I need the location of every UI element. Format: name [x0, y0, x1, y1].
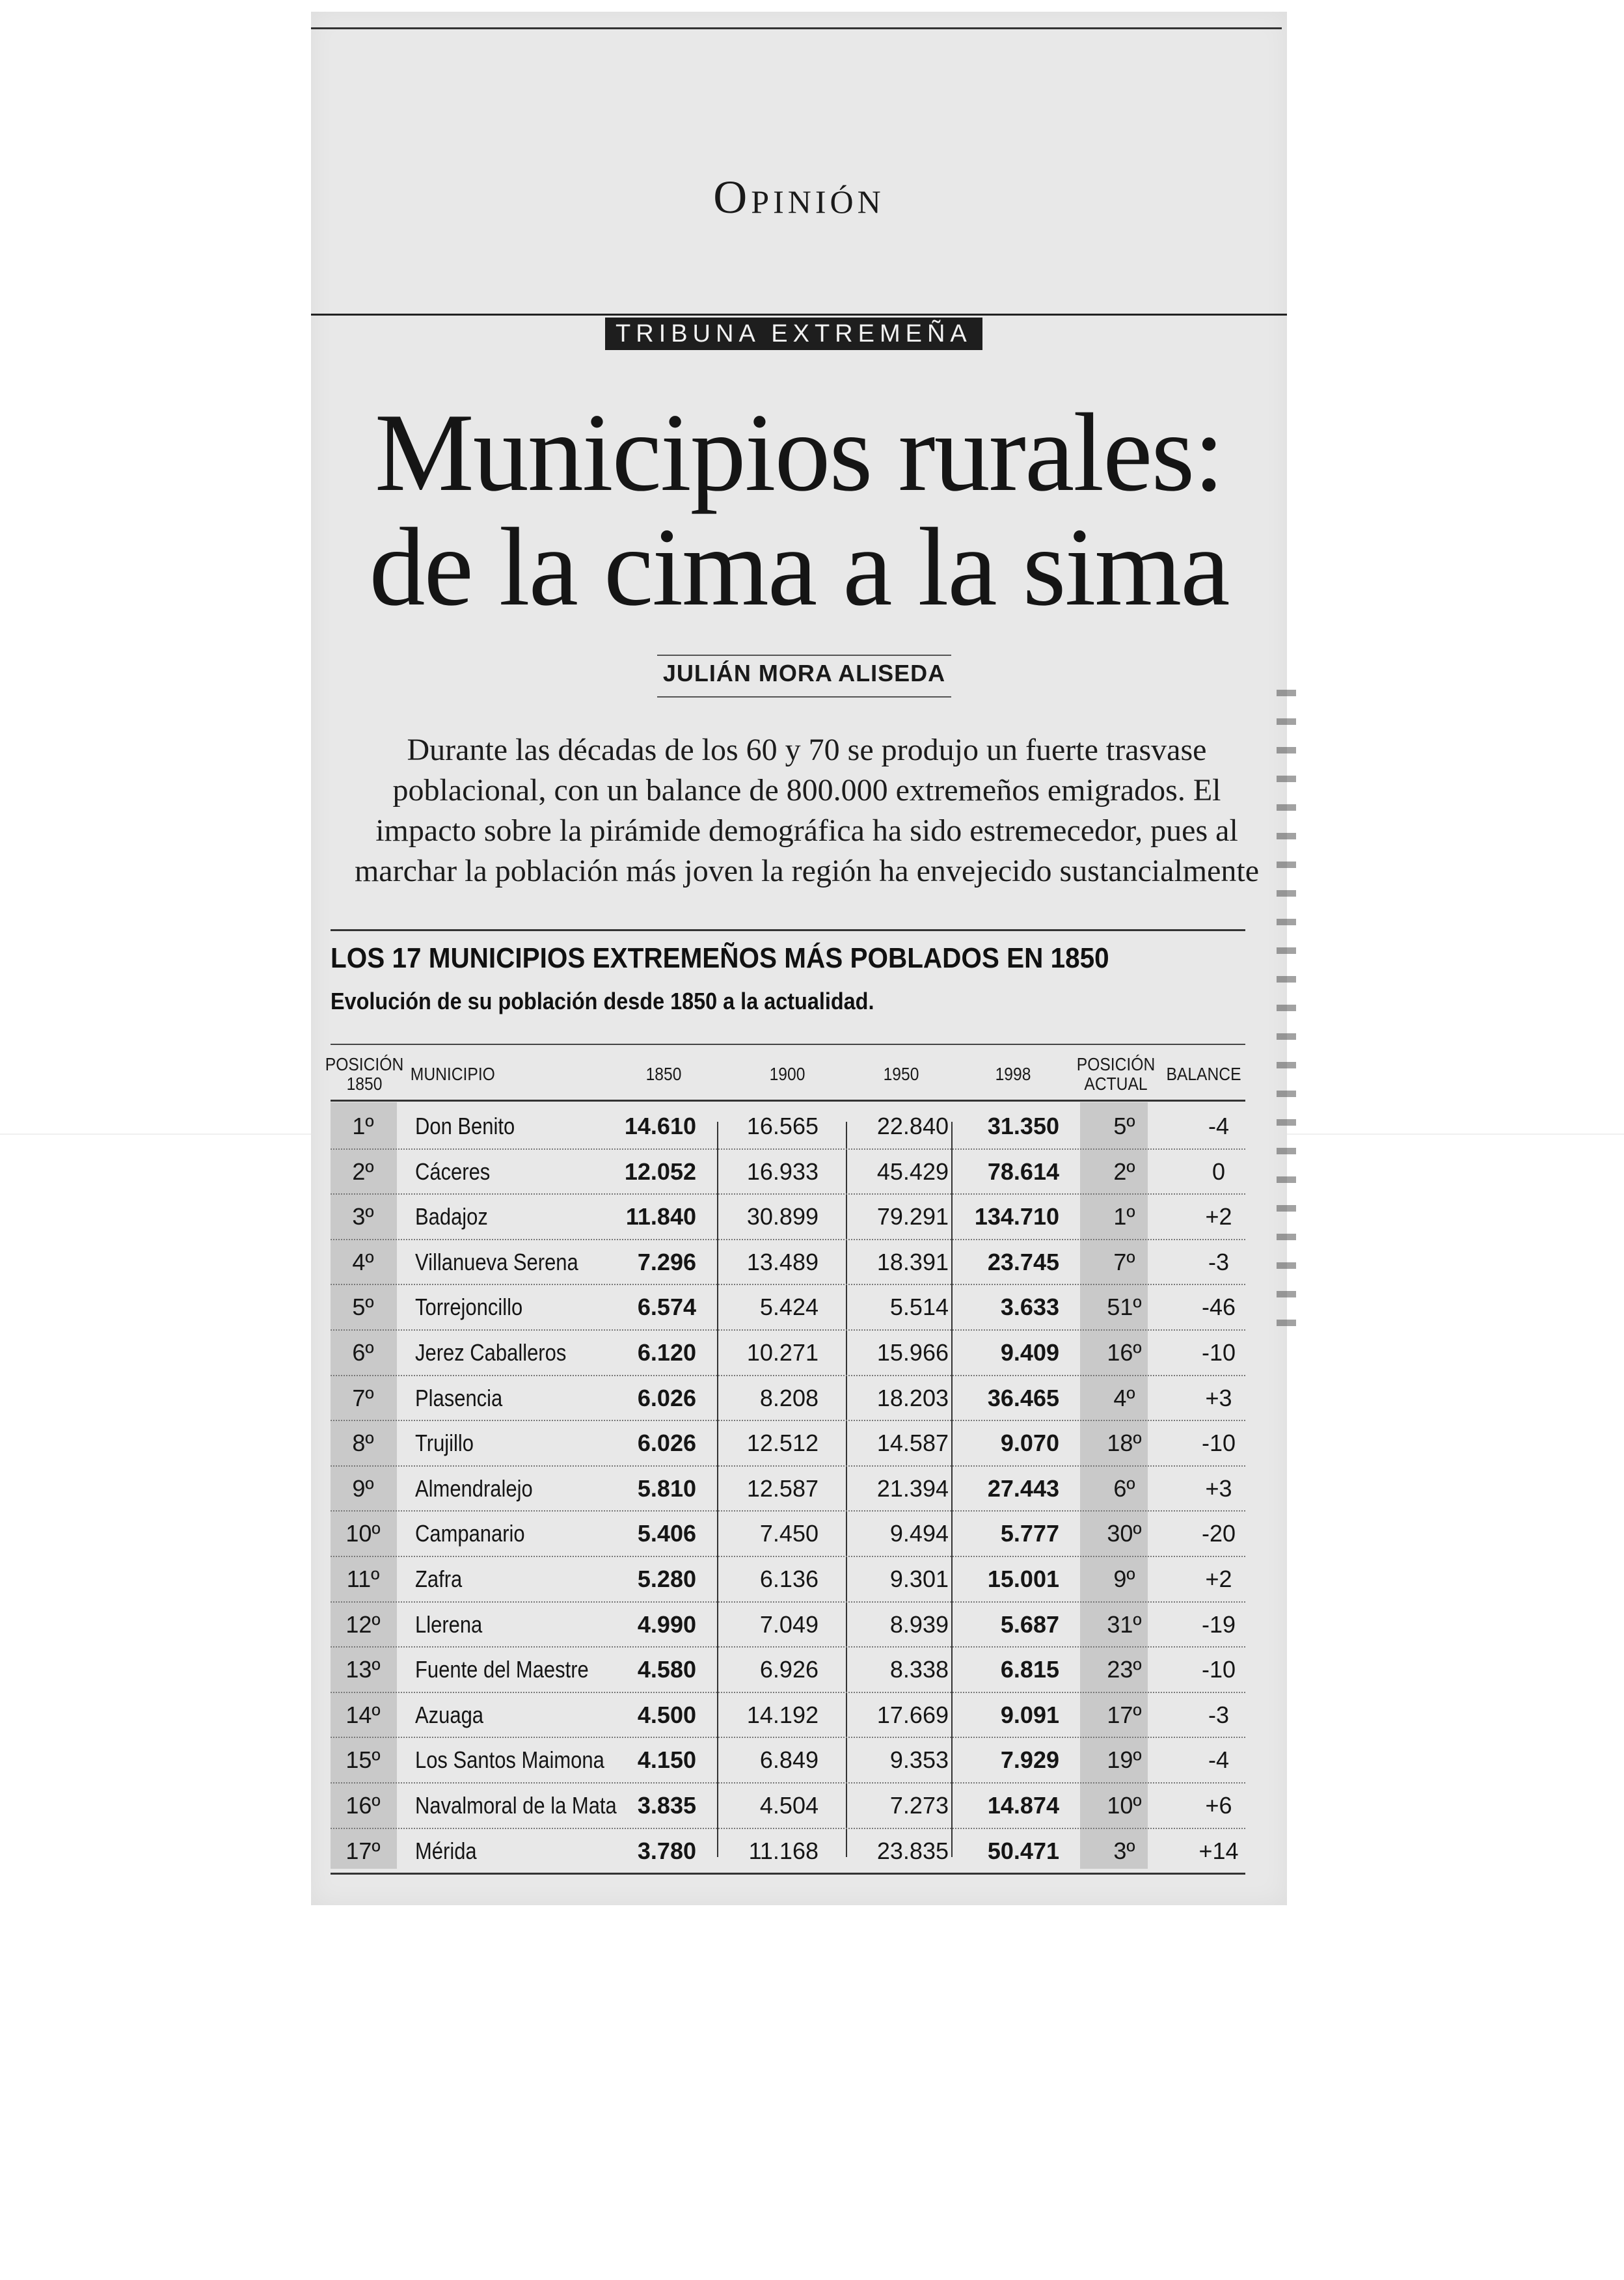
population-1998-cell: 50.471	[987, 1837, 1059, 1864]
position-1850-cell: 8º	[352, 1430, 374, 1457]
population-1900-cell: 11.168	[748, 1837, 819, 1864]
municipio-cell: Campanario	[415, 1520, 525, 1547]
header-actual: POSICIÓN ACTUAL	[1076, 1054, 1156, 1094]
position-actual-cell: 10º	[1107, 1791, 1142, 1819]
position-actual-cell: 17º	[1107, 1701, 1142, 1728]
table-row	[331, 1648, 1245, 1693]
position-1850-cell: 14º	[345, 1701, 381, 1728]
table-row	[331, 1693, 1245, 1739]
table-row	[331, 1512, 1245, 1557]
population-1850-cell: 4.150	[637, 1746, 696, 1774]
table-title: LOS 17 MUNICIPIOS EXTREMEÑOS MÁS POBLADOS EN 1850	[331, 942, 1109, 974]
position-1850-cell: 9º	[352, 1474, 374, 1502]
balance-cell: +14	[1198, 1837, 1239, 1864]
balance-cell: -10	[1201, 1430, 1236, 1457]
table-row	[331, 1376, 1245, 1422]
position-actual-cell: 23º	[1107, 1656, 1142, 1683]
position-1850-cell: 17º	[345, 1837, 381, 1864]
position-actual-cell: 51º	[1107, 1294, 1142, 1321]
header-balance: BALANCE	[1166, 1064, 1241, 1084]
population-1998-cell: 7.929	[1000, 1746, 1059, 1774]
population-1900-cell: 30.899	[746, 1203, 819, 1230]
balance-cell: +3	[1205, 1384, 1232, 1411]
headline-line-2: de la cima a la sima	[369, 506, 1229, 629]
population-1900-cell: 14.192	[746, 1701, 819, 1728]
balance-cell: -3	[1208, 1701, 1229, 1728]
table-rule-top	[331, 929, 1245, 931]
table-row	[331, 1738, 1245, 1784]
population-1850-cell: 6.026	[637, 1384, 696, 1411]
population-1998-cell: 9.409	[1000, 1338, 1059, 1366]
position-1850-cell: 15º	[345, 1746, 381, 1774]
population-1850-cell: 4.990	[637, 1610, 696, 1638]
population-1998-cell: 78.614	[987, 1158, 1059, 1185]
lede-line: poblacional, con un balance de 800.000 extremeños emigrados. El	[392, 773, 1221, 808]
position-actual-cell: 4º	[1113, 1384, 1135, 1411]
population-1998-cell: 15.001	[987, 1565, 1059, 1592]
byline: JULIÁN MORA ALISEDA	[662, 660, 946, 686]
population-1950-cell: 9.353	[889, 1746, 949, 1774]
position-1850-cell: 4º	[352, 1248, 374, 1275]
municipio-cell: Azuaga	[415, 1701, 484, 1728]
population-1850-cell: 4.500	[637, 1701, 696, 1728]
municipio-cell: Los Santos Maimona	[415, 1746, 604, 1774]
position-actual-cell: 2º	[1113, 1158, 1135, 1185]
position-1850-cell: 3º	[352, 1203, 374, 1230]
header-municipio: MUNICIPIO	[410, 1064, 495, 1084]
population-1998-cell: 6.815	[1000, 1656, 1059, 1683]
municipio-cell: Almendralejo	[415, 1474, 533, 1502]
balance-cell: +3	[1205, 1474, 1232, 1502]
population-1900-cell: 10.271	[746, 1338, 819, 1366]
header-1950: 1950	[883, 1064, 919, 1084]
position-actual-cell: 31º	[1107, 1610, 1142, 1638]
position-actual-cell: 1º	[1113, 1203, 1135, 1230]
population-1998-cell: 5.777	[1000, 1520, 1059, 1547]
top-rule	[311, 27, 1282, 29]
byline-rule-top	[657, 655, 951, 656]
population-1950-cell: 5.514	[889, 1294, 949, 1321]
position-actual-cell: 30º	[1107, 1520, 1142, 1547]
table-body	[331, 1104, 1245, 1873]
municipio-cell: Cáceres	[415, 1158, 491, 1185]
headline-line-1: Municipios rurales:	[374, 391, 1224, 515]
population-1850-cell: 6.574	[637, 1294, 696, 1321]
position-1850-cell: 7º	[352, 1384, 374, 1411]
balance-cell: -4	[1208, 1113, 1229, 1139]
population-1900-cell: 13.489	[746, 1248, 819, 1275]
table-row	[331, 1150, 1245, 1195]
population-1998-cell: 36.465	[987, 1384, 1059, 1411]
municipio-cell: Mérida	[415, 1837, 477, 1864]
position-actual-cell: 9º	[1113, 1565, 1135, 1592]
table-row	[331, 1784, 1245, 1829]
position-1850-cell: 1º	[352, 1113, 374, 1139]
population-1900-cell: 6.926	[759, 1656, 819, 1683]
population-1850-cell: 3.780	[637, 1837, 696, 1864]
population-1998-cell: 14.874	[987, 1791, 1059, 1819]
position-1850-cell: 10º	[345, 1520, 381, 1547]
balance-cell: +2	[1205, 1203, 1232, 1230]
population-1998-cell: 23.745	[987, 1248, 1059, 1275]
position-1850-cell: 2º	[352, 1158, 374, 1185]
position-actual-cell: 3º	[1113, 1837, 1135, 1864]
population-1850-cell: 12.052	[624, 1158, 696, 1185]
position-1850-cell: 16º	[345, 1791, 381, 1819]
population-1900-cell: 8.208	[759, 1384, 819, 1411]
position-actual-cell: 5º	[1113, 1113, 1135, 1139]
population-1950-cell: 9.494	[889, 1520, 949, 1547]
population-1950-cell: 21.394	[876, 1474, 949, 1502]
population-1950-cell: 79.291	[876, 1203, 949, 1230]
population-1850-cell: 5.810	[637, 1474, 696, 1502]
header-1900: 1900	[769, 1064, 805, 1084]
municipio-cell: Llerena	[415, 1610, 483, 1638]
header-1998: 1998	[995, 1064, 1031, 1084]
population-1950-cell: 14.587	[876, 1430, 949, 1457]
population-1900-cell: 12.587	[746, 1474, 819, 1502]
header-pos1850: POSICIÓN 1850	[325, 1054, 404, 1094]
lede-line: marchar la población más joven la región ha envejecido sustancialmente	[354, 854, 1260, 888]
kicker-label: TRIBUNA EXTREMEÑA	[605, 318, 982, 350]
table-row	[331, 1285, 1245, 1331]
population-1950-cell: 15.966	[876, 1338, 949, 1366]
population-1900-cell: 16.933	[746, 1158, 819, 1185]
position-actual-cell: 7º	[1113, 1248, 1135, 1275]
population-1850-cell: 4.580	[637, 1656, 696, 1683]
population-1900-cell: 6.136	[759, 1565, 819, 1592]
byline-rule-bottom	[657, 696, 951, 698]
position-1850-cell: 6º	[352, 1338, 374, 1366]
table-rule-bottom	[331, 1873, 1245, 1875]
population-1900-cell: 16.565	[746, 1113, 819, 1139]
population-1950-cell: 45.429	[876, 1158, 949, 1185]
population-1950-cell: 22.840	[876, 1113, 949, 1139]
population-1950-cell: 9.301	[889, 1565, 949, 1592]
lede-line: impacto sobre la pirámide demográfica ha sido estremecedor, pues al	[375, 813, 1238, 848]
adjacent-column-edge	[1277, 690, 1296, 1327]
municipio-cell: Villanueva Serena	[415, 1248, 578, 1275]
population-1900-cell: 5.424	[759, 1294, 819, 1321]
population-1998-cell: 9.070	[1000, 1430, 1059, 1457]
population-1950-cell: 17.669	[876, 1701, 949, 1728]
population-1900-cell: 6.849	[759, 1746, 819, 1774]
balance-cell: 0	[1211, 1158, 1226, 1185]
table-row	[331, 1557, 1245, 1603]
table-header-rule-bottom	[331, 1100, 1245, 1102]
population-1950-cell: 18.391	[876, 1248, 949, 1275]
balance-cell: -10	[1201, 1656, 1236, 1683]
table-row	[331, 1467, 1245, 1512]
position-actual-cell: 18º	[1107, 1430, 1142, 1457]
population-1900-cell: 4.504	[759, 1791, 819, 1819]
municipio-cell: Plasencia	[415, 1384, 503, 1411]
population-1850-cell: 7.296	[637, 1248, 696, 1275]
lede-paragraph	[325, 730, 1288, 891]
position-actual-cell: 16º	[1107, 1338, 1142, 1366]
table-row	[331, 1829, 1245, 1873]
position-1850-cell: 12º	[345, 1610, 381, 1638]
position-1850-cell: 5º	[352, 1294, 374, 1321]
lede-line: Durante las décadas de los 60 y 70 se produjo un fuerte trasvase	[407, 733, 1207, 767]
municipio-cell: Fuente del Maestre	[415, 1656, 589, 1683]
municipio-cell: Zafra	[415, 1565, 463, 1592]
table-row	[331, 1603, 1245, 1648]
balance-cell: -20	[1201, 1520, 1236, 1547]
population-1998-cell: 27.443	[987, 1474, 1059, 1502]
table-subtitle: Evolución de su población desde 1850 a la actualidad.	[331, 988, 874, 1014]
population-1900-cell: 7.450	[759, 1520, 819, 1547]
population-1850-cell: 6.026	[637, 1430, 696, 1457]
population-1850-cell: 3.835	[637, 1791, 696, 1819]
population-1950-cell: 8.338	[889, 1656, 949, 1683]
population-1850-cell: 5.280	[637, 1565, 696, 1592]
municipio-cell: Trujillo	[415, 1430, 474, 1457]
population-1850-cell: 5.406	[637, 1520, 696, 1547]
population-1998-cell: 3.633	[1000, 1294, 1059, 1321]
population-1900-cell: 12.512	[746, 1430, 819, 1457]
municipio-cell: Torrejoncillo	[415, 1294, 523, 1321]
table-row	[331, 1195, 1245, 1240]
balance-cell: -19	[1201, 1610, 1236, 1638]
table-row	[331, 1104, 1245, 1150]
population-1850-cell: 14.610	[624, 1113, 696, 1139]
municipio-cell: Jerez Caballeros	[415, 1338, 567, 1366]
population-1998-cell: 31.350	[987, 1113, 1059, 1139]
section-heading: Opinión	[713, 171, 885, 223]
population-1850-cell: 11.840	[625, 1203, 696, 1230]
population-1850-cell: 6.120	[637, 1338, 696, 1366]
header-1850: 1850	[645, 1064, 682, 1084]
balance-cell: +2	[1205, 1565, 1232, 1592]
population-1950-cell: 18.203	[876, 1384, 949, 1411]
position-actual-cell: 19º	[1107, 1746, 1142, 1774]
population-1900-cell: 7.049	[759, 1610, 819, 1638]
table-header-rule	[331, 1044, 1245, 1045]
balance-cell: -4	[1208, 1746, 1229, 1774]
balance-cell: -3	[1208, 1248, 1229, 1275]
table-row	[331, 1240, 1245, 1286]
balance-cell: -46	[1201, 1294, 1236, 1321]
population-1998-cell: 134.710	[974, 1203, 1059, 1230]
municipio-cell: Navalmoral de la Mata	[415, 1791, 617, 1819]
position-1850-cell: 13º	[345, 1656, 381, 1683]
balance-cell: -10	[1201, 1338, 1236, 1366]
population-1950-cell: 7.273	[889, 1791, 949, 1819]
municipio-cell: Don Benito	[415, 1113, 515, 1139]
population-1950-cell: 23.835	[876, 1837, 949, 1864]
population-1998-cell: 9.091	[1000, 1701, 1059, 1728]
section-rule	[311, 314, 1287, 316]
balance-cell: +6	[1205, 1791, 1232, 1819]
population-1950-cell: 8.939	[889, 1610, 949, 1638]
position-actual-cell: 6º	[1113, 1474, 1135, 1502]
population-1998-cell: 5.687	[1000, 1610, 1059, 1638]
position-1850-cell: 11º	[346, 1565, 380, 1592]
table-row	[331, 1421, 1245, 1467]
headline	[311, 391, 1287, 629]
municipio-cell: Badajoz	[415, 1203, 488, 1230]
table-row	[331, 1331, 1245, 1376]
